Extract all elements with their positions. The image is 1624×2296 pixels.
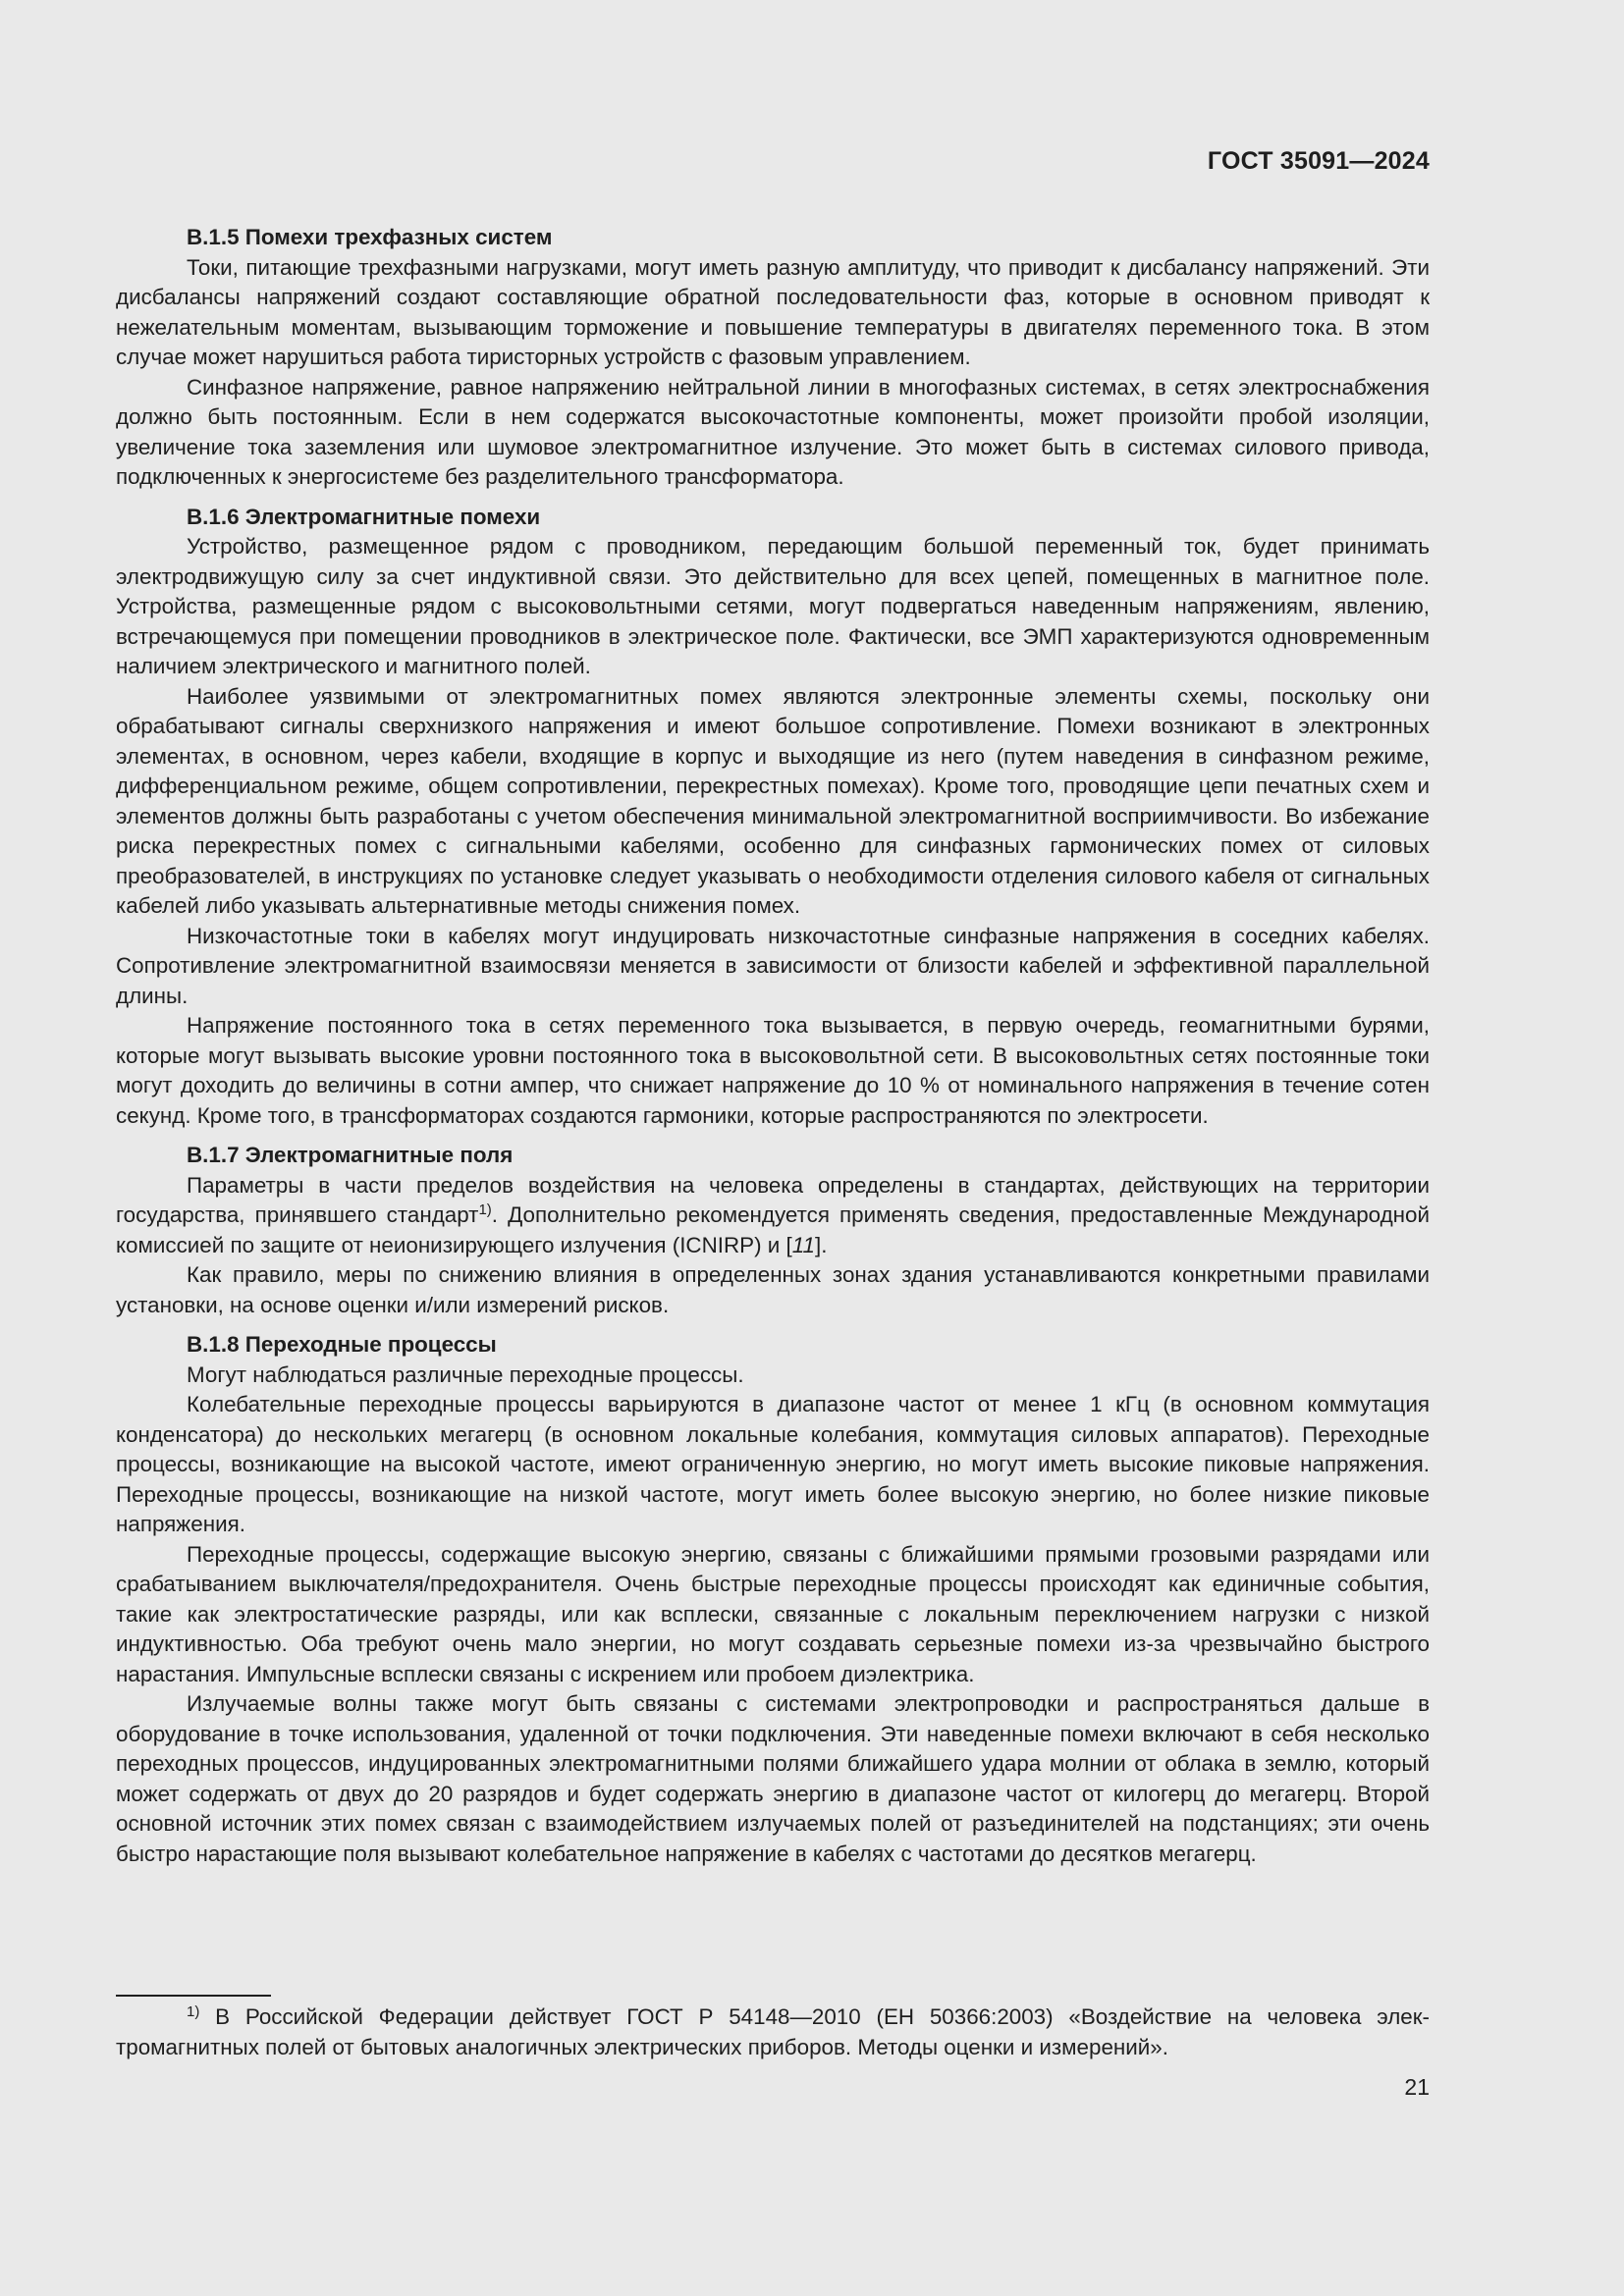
section-b-1-8 <box>116 1330 1430 1869</box>
section-heading: В.1.6 Электромагнитные помехи <box>187 504 541 529</box>
paragraph: Токи, питающие трехфазными нагрузками, могут иметь разную амплитуду, что приводит к дисбалансу напряжений. Эти дисбалансы напряжений создают составляющие обратной последовательности фаз, которые в основном приводят к нежелательным моментам, вызывающим торможение и повышение температуры в двигателях переменного тока. В этом случае может нарушиться работа тиристорных устройств с фазовым управлением. <box>116 254 1430 369</box>
page-number: 21 <box>1404 2074 1430 2100</box>
paragraph-text: Параметры в части пределов воздействия на человека определены в стандартах, действующих на территории государства, принявшего стандарт <box>116 1172 1430 1227</box>
paragraph: Излучаемые волны также могут быть связаны с системами электропроводки и распространяться дальше в оборудование в точке использования, удаленной от точки подключения. Эти наведенные помехи включают в себя несколько переходных процессов, индуцированных электромагнитными полями ближайшего удара молнии от облака в землю, который может содержать от двух до 20 разрядов и будет содержать энергию в диапазоне частот от килогерц до мегагерц. Второй основной источник этих помех связан с взаимодействием излучаемых полей от разъединителей на подстанциях; эти очень быстро нарастающие поля вызывают колебательное напряжение в кабелях с частотами до десятков мегагерц. <box>116 1691 1430 1866</box>
paragraph: Устройство, размещенное рядом с проводником, передающим большой переменный ток, будет принимать электродвижущую силу за счет индуктивной связи. Это действительно для всех цепей, помещенных в магнитное поле. Устройства, размещенные рядом с высоковольтными сетями, могут подвергаться наведенным напряжениям, явлению, встречающемуся при помещении проводников в электрическое поле. Фактически, все ЭМП характеризуются одновременным наличием электрического и магнитного полей. <box>116 534 1430 678</box>
paragraph: Переходные процессы, содержащие высокую энергию, связаны с ближайшими прямыми грозовыми разрядами или срабатыванием выключателя/предохранителя. Очень быстрые переходные процессы происходят как единичные события, такие как электростатические разряды, или как всплески, связанные с локальным переключением нагрузки с низкой индуктивностью. Оба требуют очень мало энергии, но могут создавать серьезные помехи из-за чрезвычайно быстрого нарастания. Импульсные всплески связаны с искрением или пробоем диэлектрика. <box>116 1541 1430 1686</box>
document-body <box>116 223 1430 1869</box>
paragraph-with-footnote <box>116 1171 1430 1261</box>
footnote <box>116 2002 1430 2062</box>
section-b-1-7 <box>116 1141 1430 1320</box>
paragraph: Напряжение постоянного тока в сетях переменного тока вызывается, в первую очередь, геомагнитными бурями, которые могут вызывать высокие уровни постоянного тока в высоковольтной сети. В высоковольтных сетях постоянные токи могут доходить до величины в сотни ампер, что снижает напряжение до 10 % от номинального напряжения в течение сотен секунд. Кроме того, в трансформаторах создаются гармоники, которые распространяются по электросети. <box>116 1013 1430 1128</box>
paragraph-text: . Дополнительно рекомендуется применять сведения, предоставленные Международной комиссией по защите от неионизирующего излучения (ICNIRP) и [ <box>116 1202 1430 1257</box>
paragraph: Могут наблюдаться различные переходные процессы. <box>187 1362 744 1387</box>
footnote-mark: 1) <box>187 2003 200 2020</box>
footnote-text: В Российской Федерации действует ГОСТ Р 54148—2010 (ЕН 50366:2003) «Воздействие на человека электромагнитных полей от бытовых аналогичных электрических приборов. Методы оценки и измерений». <box>116 2004 1430 2059</box>
bibliography-reference: 11 <box>791 1232 815 1257</box>
document-page <box>116 0 1430 2296</box>
section-heading: В.1.7 Электромагнитные поля <box>187 1143 514 1167</box>
paragraph: Синфазное напряжение, равное напряжению нейтральной линии в многофазных системах, в сетях электроснабжения должно быть постоянным. Если в нем содержатся высокочастотные компоненты, может произойти пробой изоляции, увеличение тока заземления или шумовое электромагнитное излучение. Это может быть в системах силового привода, подключенных к энергосистеме без разделительного трансформатора. <box>116 374 1430 489</box>
section-b-1-5 <box>116 223 1430 493</box>
footnote-divider <box>116 1995 271 1997</box>
section-heading: В.1.8 Переходные процессы <box>187 1332 497 1357</box>
footnote-reference: 1) <box>478 1201 492 1218</box>
section-heading: В.1.5 Помехи трехфазных систем <box>187 225 553 249</box>
paragraph: Как правило, меры по снижению влияния в определенных зонах здания устанавливаются конкретными правилами установки, на основе оценки и/или измерений рисков. <box>116 1262 1430 1317</box>
paragraph: Низкочастотные токи в кабелях могут индуцировать низкочастотные синфазные напряжения в соседних кабелях. Сопротивление электромагнитной взаимосвязи меняется в зависимости от близости кабелей и эффективной параллельной длины. <box>116 923 1430 1008</box>
standard-header: ГОСТ 35091—2024 <box>1207 147 1430 175</box>
paragraph-text: ]. <box>814 1232 828 1257</box>
section-b-1-6 <box>116 503 1430 1132</box>
paragraph: Наиболее уязвимыми от электромагнитных помех являются электронные элементы схемы, поскольку они обрабатывают сигналы сверхнизкого напряжения и имеют большое сопротивление. Помехи возникают в электронных элементах, в основном, через кабели, входящие в корпус и выходящие из него (путем наведения в синфазном режиме, дифференциальном режиме, общем сопротивлении, перекрестных помехах). Кроме того, проводящие цепи печатных схем и элементов должны быть разработаны с учетом обеспечения минимальной электромагнитной восприимчивости. Во избежание риска перекрестных помех с сигнальными кабелями, особенно для синфазных гармонических помех от силовых преобразователей, в инструкциях по установке следует указывать о необходимости отделения силового кабеля от сигнальных кабелей либо указывать альтернативные методы снижения помех. <box>116 683 1430 918</box>
paragraph: Колебательные переходные процессы варьируются в диапазоне частот от менее 1 кГц (в основном коммутация конденсатора) до нескольких мегагерц (в основном локальные колебания, коммутация силовых аппаратов). Переходные процессы, возникающие на высокой частоте, имеют ограниченную энергию, но могут иметь высокие пиковые напряжения. Переходные процессы, возникающие на низкой частоте, могут иметь более высокую энергию, но более низкие пиковые напряжения. <box>116 1392 1430 1536</box>
